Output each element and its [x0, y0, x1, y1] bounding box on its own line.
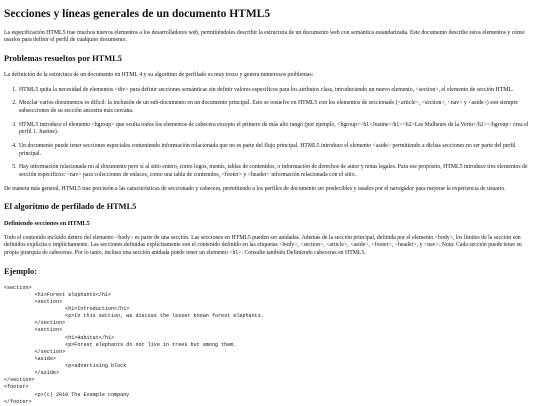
list-item: 1. HTML5 quita la necesidad de elementos <div> para definir secciones semánticas sin definir valores específicos para los atributos class, introduciendo un nuevo elemento, <section>, el elemento de sección HTML.	[18, 87, 536, 95]
example-heading: Ejemplo:	[4, 266, 38, 276]
algorithm-body: Todo el contenido incluido dentro del elemento <body> es parte de una sección. Las secciones en HTML5 pueden ser anidadas. Además de la sección principal, definida por el elemento <body>, los límites de la sección son definidos explícita o implícitamente. Las secciones definidas explícitamente son el contenido definido en las etiquetas <body>, <section>, <article>, <aside>, <footer>, <header>, y <nav>. Nota: Cada sección puede tener su propia jerarquía de cabeceras. Por lo tanto, incluso una sección anidada puede tener un elemento <h1>. Consulte también Definiendo cabeceras en HTML5.	[4, 234, 522, 256]
problems-heading: Problemas resueltos por HTML5	[4, 54, 122, 64]
list-item: 4. Un documento puede tener secciones especiales conteniendo información relacionada que no es parte del flujo principal. HTML5 introduce el elemento <aside> permitiendo a dichas secciones no ser parte del perfil principal.	[18, 143, 536, 158]
intro-paragraph: La especificación HTML5 trae muchos nuevos elementos a los desarrolladores web, permitiéndoles describir la estructura de un documento web con semántica estandarizada. Este documento describe estos elementos y cómo usarlos para definir el perfil de cualquier documento.	[4, 29, 525, 44]
problems-list	[4, 87, 536, 180]
problems-closing: De manera más general, HTML5 trae precisión a las características de seccionado y cabecera, permitiendo a los perfiles de documento ser predecibles y usados por el navegador para mejorar la experiencia de usuario.	[4, 185, 506, 192]
list-item: 2. Mezclar varios documentos es difícil: la inclusión de un sub-documento en un documento principal. Esto se resuelve en HTML5 con los elementos de seccionado (<article>, <section>, <nav> y <aside>) son siempre subsecciones de su sección ancestra más cercana.	[18, 100, 536, 115]
problems-lead: La definición de la estructura de un documento en HTML 4 y su algoritmo de perfilado es muy tosco y genera numerosos problemas:	[4, 72, 314, 79]
code-example: <section> <h1>Forest elephants</h1> <section> <h1>Introduction</h1> <p>In this section, we discuss the lesser known forest elephants. </section> <section> <h1>Habitat</h1> <p>Forest elephants do not live in trees but among them. </section> <aside> <p>advertising block </aside> </section> <footer> <p>(c) 2010 The Example company </footer>	[4, 284, 264, 405]
list-item: 5. Hay información relacionada no al documento pero sí al sitio entero, como logos, menús, tablas de contenidos, o información de derechos de autor y notas legales. Para ese propósito, HTML5 introduce tres elementos de sección específicos: <nav> para colecciones de enlaces, como una tabla de contenidos, <footer> y <header> información relacionada con el sitio.	[18, 164, 536, 179]
page-title: Secciones y líneas generales de un documento HTML5	[4, 8, 271, 20]
list-item: 3. HTML5 introduce el elemento <hgroup> que oculta todos los elementos de cabecera excepto el primero de más alto rango (por ejemplo, <hgroup><h1>Justine</h1><h2>Les Malheurs de la Vertu</h2></hgroup> crea el perfil 1. Justine).	[18, 122, 536, 137]
algorithm-subheading: Definiendo secciones en HTML5	[4, 220, 90, 228]
algorithm-heading: El algoritmo de perfilado de HTML5	[4, 202, 137, 212]
